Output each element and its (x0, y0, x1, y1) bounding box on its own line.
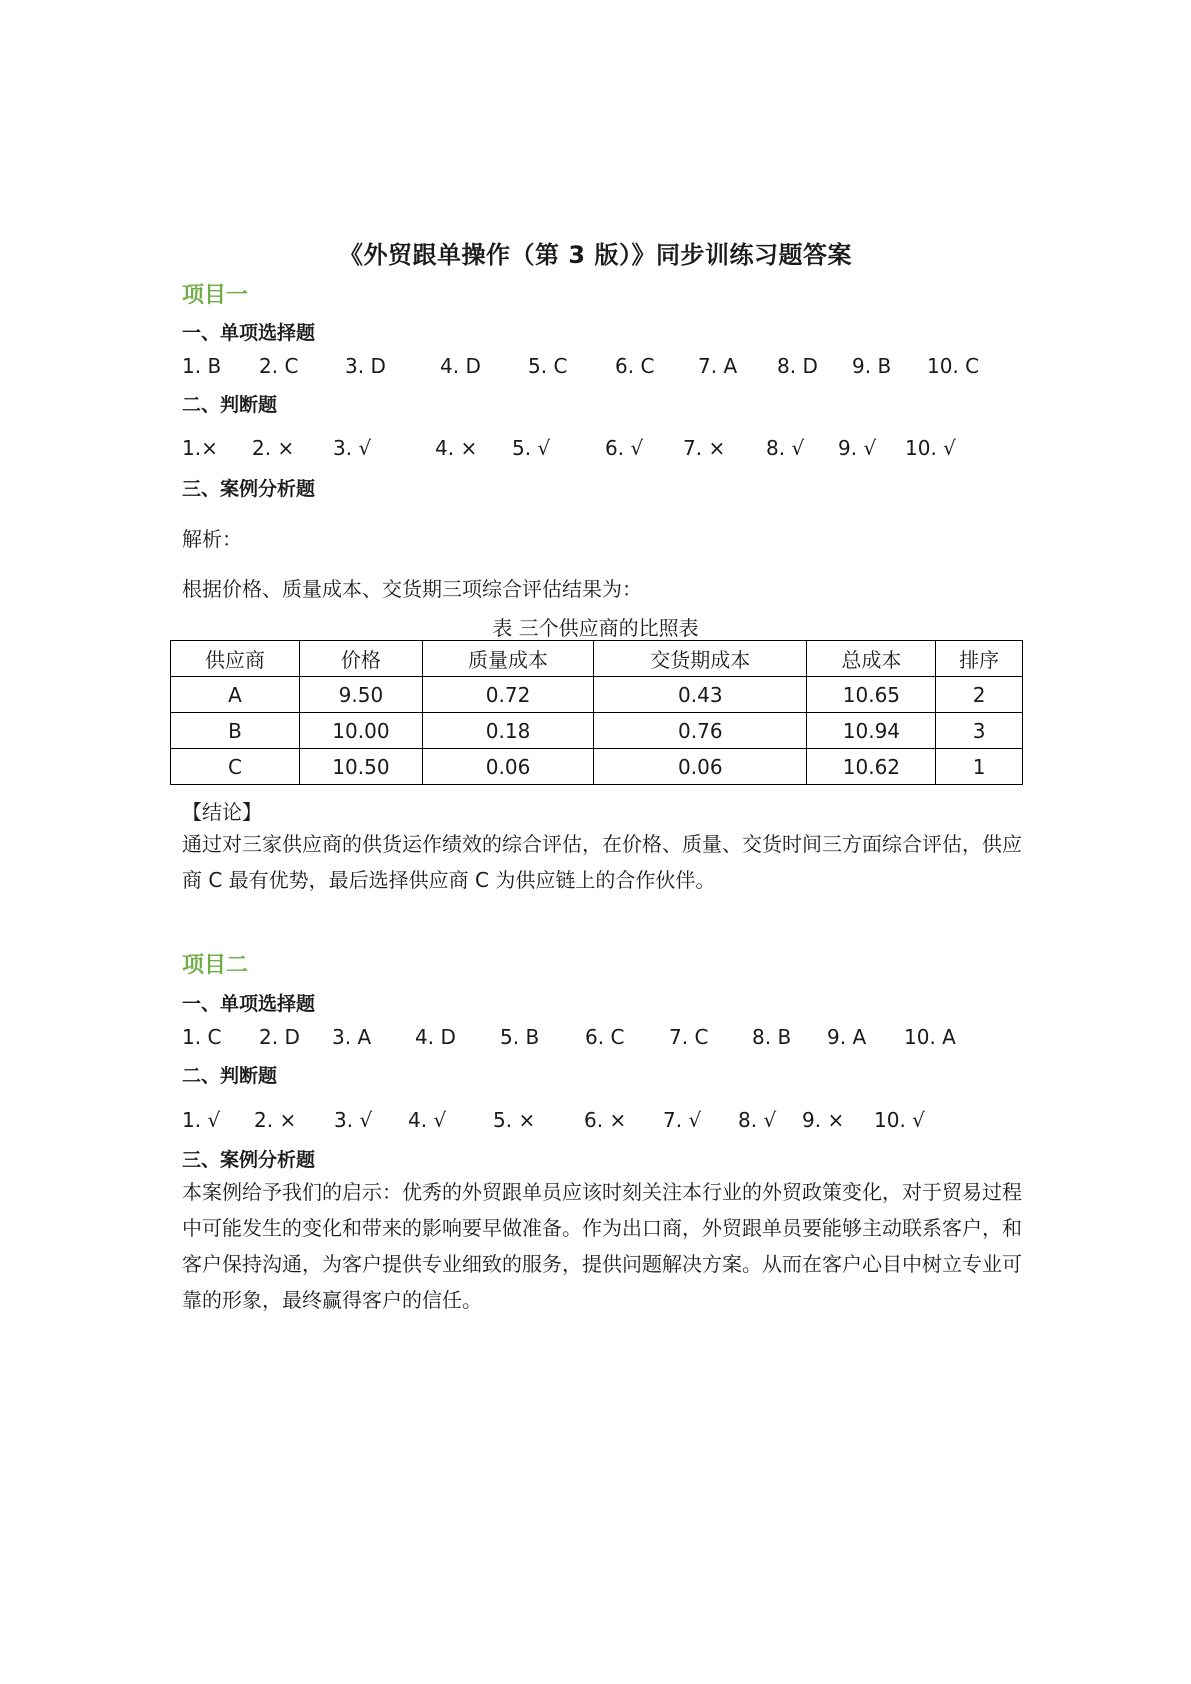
answer-item: 1. B (182, 354, 222, 378)
column-header: 总成本 (807, 641, 936, 677)
answer-item: 1.× (182, 436, 218, 460)
answer-item: 4. D (415, 1025, 456, 1049)
table-cell: 0.06 (422, 749, 593, 785)
table-cell: 0.76 (594, 713, 807, 749)
answer-item: 2. × (254, 1108, 297, 1132)
table-cell: 0.06 (594, 749, 807, 785)
answer-item: 7. A (698, 354, 738, 378)
table-cell: 10.50 (299, 749, 422, 785)
answer-item: 8. B (752, 1025, 792, 1049)
supplier-comparison-table (170, 640, 1023, 785)
conclusion-text: 通过对三家供应商的供货运作绩效的综合评估，在价格、质量、交货时间三方面综合评估，供应商 C 最有优势，最后选择供应商 C 为供应链上的合作伙伴。 (182, 832, 1022, 892)
answer-item: 4. × (435, 436, 478, 460)
project-2-heading: 项目二 (182, 953, 249, 978)
answer-item: 8. √ (766, 436, 805, 460)
answer-item: 10. C (927, 354, 980, 378)
answer-item: 4. D (440, 354, 481, 378)
answer-item: 3. √ (333, 436, 372, 460)
answer-item: 9. A (827, 1025, 867, 1049)
answer-item: 2. C (259, 354, 299, 378)
column-header: 排序 (936, 641, 1023, 677)
answer-item: 8. √ (738, 1108, 777, 1132)
answer-item: 5. B (500, 1025, 540, 1049)
table-cell: 0.43 (594, 677, 807, 713)
table-cell: 9.50 (299, 677, 422, 713)
table-cell: 2 (936, 677, 1023, 713)
table-header-row (171, 641, 1023, 677)
p2-case-heading: 三、案例分析题 (182, 1149, 316, 1171)
answer-item: 9. B (852, 354, 892, 378)
answer-item: 3. √ (334, 1108, 373, 1132)
column-header: 质量成本 (422, 641, 593, 677)
evaluation-intro: 根据价格、质量成本、交货期三项综合评估结果为： (182, 577, 642, 601)
p1-case-heading: 三、案例分析题 (182, 478, 316, 500)
table-cell: B (171, 713, 300, 749)
column-header: 交货期成本 (594, 641, 807, 677)
table-cell: 10.65 (807, 677, 936, 713)
conclusion-label: 【结论】 (182, 800, 262, 824)
table-cell: 10.94 (807, 713, 936, 749)
table-cell: 0.72 (422, 677, 593, 713)
column-header: 价格 (299, 641, 422, 677)
answer-item: 1. C (182, 1025, 222, 1049)
answer-item: 3. A (332, 1025, 372, 1049)
answer-item: 6. × (584, 1108, 627, 1132)
answer-item: 10. √ (874, 1108, 925, 1132)
answer-item: 7. √ (663, 1108, 702, 1132)
column-header: 供应商 (171, 641, 300, 677)
table-cell: 1 (936, 749, 1023, 785)
table-cell: 3 (936, 713, 1023, 749)
answer-item: 8. D (777, 354, 818, 378)
answer-item: 6. √ (605, 436, 644, 460)
answer-item: 5. C (528, 354, 568, 378)
table-cell: A (171, 677, 300, 713)
table-cell: C (171, 749, 300, 785)
answer-item: 3. D (345, 354, 386, 378)
answer-item: 7. × (683, 436, 726, 460)
answer-item: 4. √ (408, 1108, 447, 1132)
table-caption: 表 三个供应商的比照表 (492, 616, 699, 640)
answer-item: 2. D (259, 1025, 300, 1049)
answer-item: 10. A (904, 1025, 956, 1049)
answer-item: 6. C (615, 354, 655, 378)
answer-item: 9. √ (838, 436, 877, 460)
answer-item: 1. √ (182, 1108, 221, 1132)
case-insight-text: 本案例给予我们的启示：优秀的外贸跟单员应该时刻关注本行业的外贸政策变化，对于贸易过程中可能发生的变化和带来的影响要早做准备。作为出口商，外贸跟单员要能够主动联系客户，和客户保持沟通，为客户提供专业细致的服务，提供问题解决方案。从而在客户心目中树立专业可靠的形象，最终赢得客户的信任。 (182, 1180, 1022, 1312)
table-cell: 0.18 (422, 713, 593, 749)
table-row (171, 677, 1023, 713)
answer-item: 6. C (585, 1025, 625, 1049)
table-row (171, 713, 1023, 749)
answer-item: 10. √ (905, 436, 956, 460)
document-title: 《外贸跟单操作（第 3 版）》同步训练习题答案 (339, 241, 852, 269)
p1-tf-heading: 二、判断题 (182, 394, 278, 416)
answer-item: 2. × (252, 436, 295, 460)
table-cell: 10.62 (807, 749, 936, 785)
p1-mc-heading: 一、单项选择题 (182, 322, 316, 344)
p2-tf-heading: 二、判断题 (182, 1065, 278, 1087)
answer-item: 9. × (802, 1108, 845, 1132)
project-1-heading: 项目一 (182, 283, 249, 308)
p2-mc-heading: 一、单项选择题 (182, 993, 316, 1015)
answer-item: 5. × (493, 1108, 536, 1132)
table-row (171, 749, 1023, 785)
answer-item: 5. √ (512, 436, 551, 460)
analysis-label: 解析： (182, 527, 242, 551)
table-cell: 10.00 (299, 713, 422, 749)
answer-item: 7. C (669, 1025, 709, 1049)
